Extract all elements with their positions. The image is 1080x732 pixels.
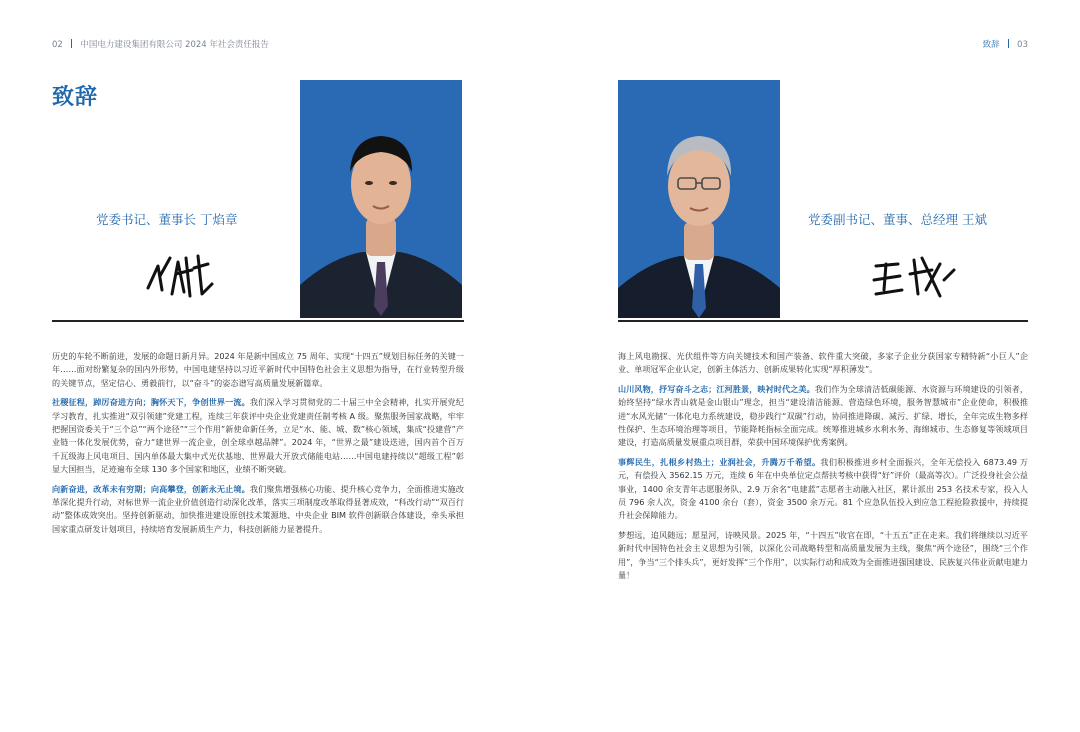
paragraph (618, 529, 1028, 583)
paragraph (618, 350, 1028, 377)
general-manager-signature (870, 250, 960, 302)
paragraph-text: 我们聚焦增强核心功能、提升核心竞争力，全面推进实施改革深化提升行动，对标世界一流企业价值创造行动深化改革，落实三项制度改革取得显著成效，“科改行动”“双百行动”整体成效突出。坚持创新驱动，加快推进建设原创技术策源地、中央企业 BIM 软件创新联合体建设，牵头承担国家重点研发计划项目，持续培育发展新质生产力，科技创新能力显著提升。 (52, 483, 464, 534)
chairman-title-label: 党委书记、董事长 丁焰章 (96, 212, 238, 227)
general-manager-title-label: 党委副书记、董事、总经理 王斌 (808, 212, 987, 227)
header-divider (71, 39, 73, 48)
left-page-number: 02 (52, 40, 63, 50)
paragraph-text: 历史的车轮不断前进，发展的命题日新月异。2024 年是新中国成立 75 周年、实现“十四五”规划目标任务的关键一年……面对纷繁复杂的国内外形势，中国电建坚持以习近平新时代中国特色社会主义思想为指导，在行业转型升级的关键节点，坚定信心、勇毅前行，以“奋斗”的姿态谱写高质量发展新篇章。 (52, 351, 464, 388)
paragraph (618, 456, 1028, 523)
paragraph-lead: 向新奋进，改革未有穷期；向高攀登，创新永无止境。 (52, 483, 250, 494)
right-page-number: 03 (1017, 40, 1028, 50)
chairman-photo (300, 80, 462, 318)
paragraph-lead: 山川风物，抒写奋斗之志；江河胜景，映衬时代之美。 (618, 383, 815, 394)
general-manager-photo (618, 80, 780, 318)
left-divider-line (52, 320, 464, 322)
paragraph-lead: 社稷征程，踔厉奋进方向；胸怀天下，争创世界一流。 (52, 397, 250, 408)
paragraph-lead: 事辉民生，扎根乡村热土；业润社会，升腾万千希望。 (618, 456, 821, 467)
paragraph-text: 我们深入学习贯彻党的二十届三中全会精神，扎实开展党纪学习教育，扎实推进“双引领建”党建工程，连续三年获评中央企业党建责任制考核 A 级。聚焦服务国家战略，牢牢把握国资委关于“三个总”“两个途径”“三个作用”新使命新任务，立足“水、能、城、数”核心领域，集成“投建营”产业链一体化发展优势，奋力“建世界一流企业，创全球卓越品牌”。2024 年，“世界之最”建设迭进，国内首个百万千瓦级海上风电项目、国内单体最大集中式光伏基地、世界最大开放式储能电站……中国电建持续以“超级工程”彰显大国担当，足迹遍布全球 130 多个国家和地区，业绩不断突破。 (52, 397, 464, 475)
paragraph (52, 483, 464, 537)
section-label: 致辞 (982, 40, 1000, 50)
report-title: 中国电力建设集团有限公司 2024 年社会责任报告 (80, 40, 269, 50)
right-body-text (618, 350, 1028, 690)
paragraph-text: 我们作为全球清洁低碳能源、水资源与环境建设的引领者，始终坚持“绿水青山就是金山银山”理念，担当“建设清洁能源、营造绿色环境，服务智慧城市”企业使命，积极推进“水风光储”一体化电力系统建设，稳步践行“双碳”行动，协同推进降碳、减污、扩绿、增长，全年完成生物多样性保护、生态环境治理等项目，节能降耗指标全面完成。统筹推进城乡水利水务、海绵城市、生态修复等领域项目建设，打造高质量发展重点项目群，荣获中国环境保护优秀案例。 (618, 383, 1028, 448)
paragraph (52, 350, 464, 390)
right-header (983, 38, 1028, 50)
right-page (540, 0, 1080, 732)
left-header (52, 38, 269, 50)
chairman-signature (140, 248, 220, 300)
left-body-text (52, 350, 464, 690)
paragraph-text: 梦想远，追风随远；愿星河，诗映风景。2025 年，“十四五”收官在即，“十五五”正在走来。我们将继续以习近平新时代中国特色社会主义思想为引领，以深化公司战略转型和高质量发展为主线，聚焦“两个途径”，围绕“三个作用”，争当“三个排头兵”，更好发挥“三个作用”，以实际行动和成效为全面推进强国建设、民族复兴伟业贡献电建力量！ (618, 529, 1028, 581)
paragraph (52, 396, 464, 476)
right-divider-line (618, 320, 1028, 322)
paragraph-text: 我们积极推进乡村全面振兴，全年无偿投入 6873.49 万元，有偿投入 3562.15 万元，连续 6 年在中央单位定点帮扶考核中获得“好”评价（最高等次）。广泛投身社会公益事业，1400 余支青年志愿服务队、2.9 万余名“电建蓝”志愿者主动融入社区，累计派出 253 名技术专家，投入人员 796 余人次，资金 4100 余台（套），资金 3500 余万元。81 个应急队伍投入到应急工程抢险救援中，持续提升社会保障能力。 (618, 456, 1028, 521)
paragraph-text: 海上风电勘探、光伏组件等方向关键技术和国产装备、软件重大突破，多家子企业分获国家专精特新“小巨人”企业、单项冠军企业认定，创新主体活力、创新成果转化实现“厚积薄发”。 (618, 351, 1028, 375)
page-title: 致辞 (52, 85, 99, 110)
paragraph (618, 383, 1028, 450)
header-divider (1008, 39, 1010, 48)
